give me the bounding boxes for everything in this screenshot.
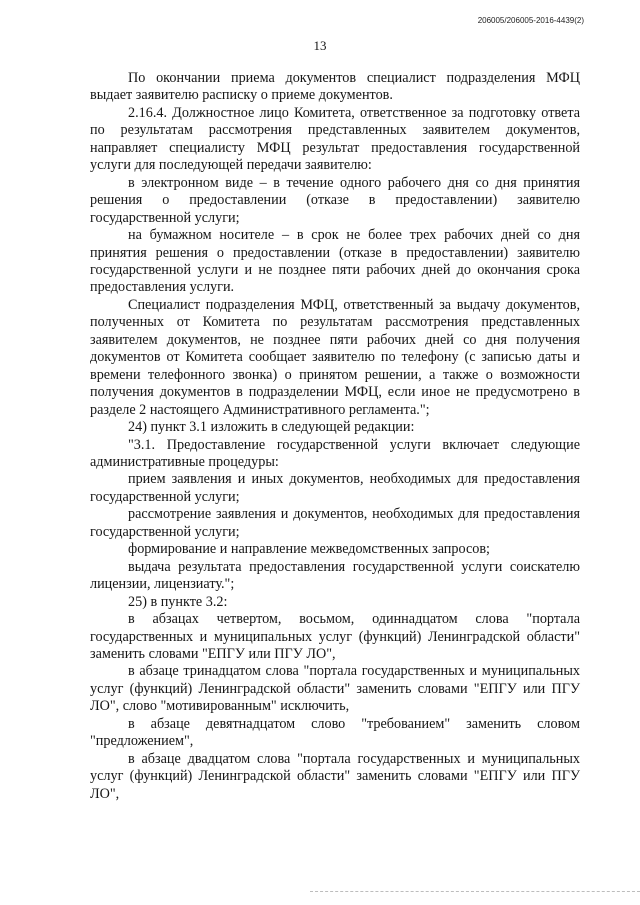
paragraph: в абзаце двадцатом слова "портала государственных и муниципальных услуг (функций) Ленинградской области" заменить словами "ЕПГУ или ПГУ ЛО", <box>90 750 580 802</box>
paragraph: 25) в пункте 3.2: <box>128 593 228 610</box>
paragraph: в абзаце девятнадцатом слово "требованием" заменить словом "предложением", <box>90 715 580 750</box>
paragraph: Специалист подразделения МФЦ, ответственный за выдачу документов, полученных от Комитета по результатам рассмотрения представленных заявителем документов, не позднее пяти рабочих дней со дня получения документов от Комитета сообщает заявителю по телефону (с записью даты и времени телефонного звонка) о принятом решении, а также о возможности получения документов в подразделении МФЦ, если иное не предусмотрено в разделе 2 настоящего Административного регламента."; <box>90 296 580 418</box>
paragraph: в электронном виде – в течение одного рабочего дня со дня принятия решения о предоставлении (отказе в предоставлении) заявителю государственной услуги; <box>90 174 580 226</box>
paragraph: формирование и направление межведомственных запросов; <box>128 541 490 558</box>
paragraph: По окончании приема документов специалист подразделения МФЦ выдает заявителю расписку о приеме документов. <box>90 70 580 104</box>
paragraph: в абзацах четвертом, восьмом, одиннадцатом слова "портала государственных и муниципальных услуг (функций) Ленинградской области" заменить словами "ЕПГУ или ПГУ ЛО", <box>90 611 580 662</box>
paragraph: прием заявления и иных документов, необходимых для предоставления государственной услуги; <box>90 471 580 505</box>
paragraph: 2.16.4. Должностное лицо Комитета, ответственное за подготовку ответа по результатам рассмотрения представленных заявителем документов, направляет специалисту МФЦ результат предоставления государственной услуги для последующей передачи заявителю: <box>90 104 580 174</box>
document-id: 206005/206005-2016-4439(2) <box>477 16 584 25</box>
paragraph: 24) пункт 3.1 изложить в следующей редакции: <box>128 419 415 436</box>
page-number: 13 <box>313 38 327 53</box>
paragraph: на бумажном носителе – в срок не более трех рабочих дней со дня принятия решения о предоставлении (отказе в предоставлении) заявителю государственной услуги и не позднее пяти рабочих дней до окончания срока предоставления услуги. <box>90 227 580 296</box>
paragraph: в абзаце тринадцатом слова "портала государственных и муниципальных услуг (функций) Ленинградской области" заменить словами "ЕПГУ или ПГУ ЛО", слово "мотивированным" исключить, <box>90 663 580 715</box>
paragraph: "3.1. Предоставление государственной услуги включает следующие административные процедуры: <box>90 436 580 470</box>
bottom-divider <box>310 891 640 892</box>
paragraph: рассмотрение заявления и документов, необходимых для предоставления государственной услуги; <box>90 506 580 540</box>
document-body <box>90 70 580 803</box>
paragraph: выдача результата предоставления государственной услуги соискателю лицензии, лицензиату."; <box>90 558 580 593</box>
